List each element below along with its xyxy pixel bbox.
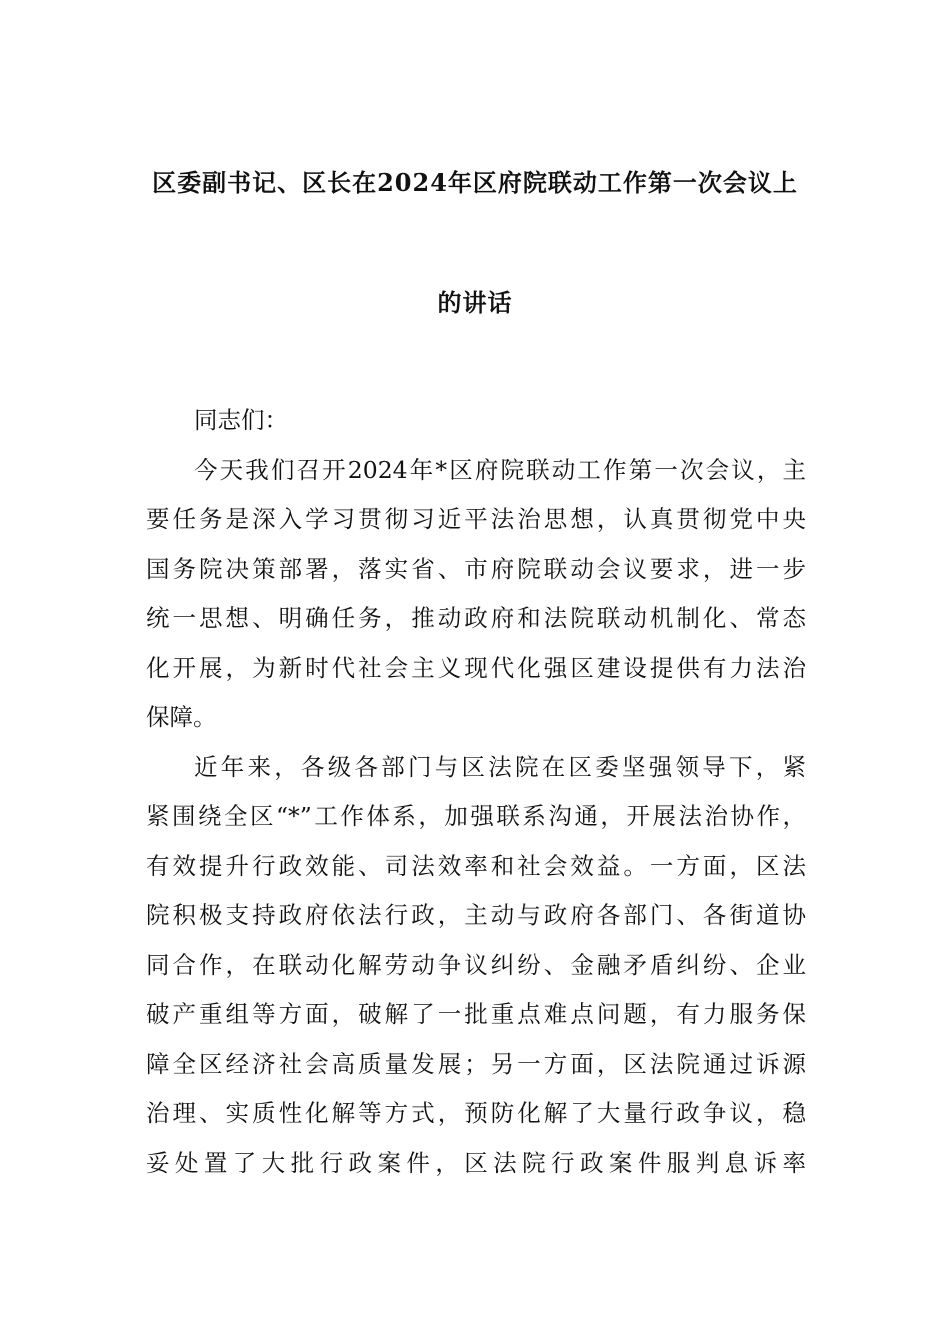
paragraph-1-line: 今天我们召开2024年*区府院联动工作第一次会议，主 xyxy=(194,455,806,484)
paragraph-1-line: 化开展，为新时代社会主义现代化强区建设提供有力法治 xyxy=(146,653,806,682)
paragraph-1-line: 国务院决策部署，落实省、市府院联动会议要求，进一步 xyxy=(146,554,806,583)
paragraph-2-line: 破产重组等方面，破解了一批重点难点问题，有力服务保 xyxy=(146,1000,806,1028)
paragraph-2-line: 治理、实质性化解等方式，预防化解了大量行政争议，稳 xyxy=(146,1099,806,1127)
paragraph-1-line: 统一思想、明确任务，推动政府和法院联动机制化、常态 xyxy=(146,604,806,632)
greeting: 同志们： xyxy=(194,406,288,434)
paragraph-1-line: 要任务是深入学习贯彻习近平法治思想，认真贯彻党中央 xyxy=(146,505,806,533)
document-body xyxy=(146,396,806,1188)
paragraph-2-line: 同合作，在联动化解劳动争议纠纷、金融矛盾纠纷、企业 xyxy=(146,950,806,979)
document-title-line-1: 区委副书记、区长在2024年区府院联动工作第一次会议上 xyxy=(152,168,798,197)
paragraph-2-line: 有效提升行政效能、司法效率和社会效益。一方面，区法 xyxy=(146,851,806,880)
document-title-line-2: 的讲话 xyxy=(437,288,513,317)
paragraph-1-line: 保障。 xyxy=(146,703,217,731)
paragraph-2-line: 妥处置了大批行政案件，区法院行政案件服判息诉率 xyxy=(146,1148,806,1177)
paragraph-2-line: 障全区经济社会高质量发展；另一方面，区法院通过诉源 xyxy=(146,1049,806,1078)
paragraph-2-line: 紧围绕全区“*”工作体系，加强联系沟通，开展法治协作， xyxy=(146,802,806,830)
paragraph-2-line: 院积极支持政府依法行政，主动与政府各部门、各街道协 xyxy=(146,901,806,929)
paragraph-2-line: 近年来，各级各部门与区法院在区委坚强领导下，紧 xyxy=(194,752,806,781)
